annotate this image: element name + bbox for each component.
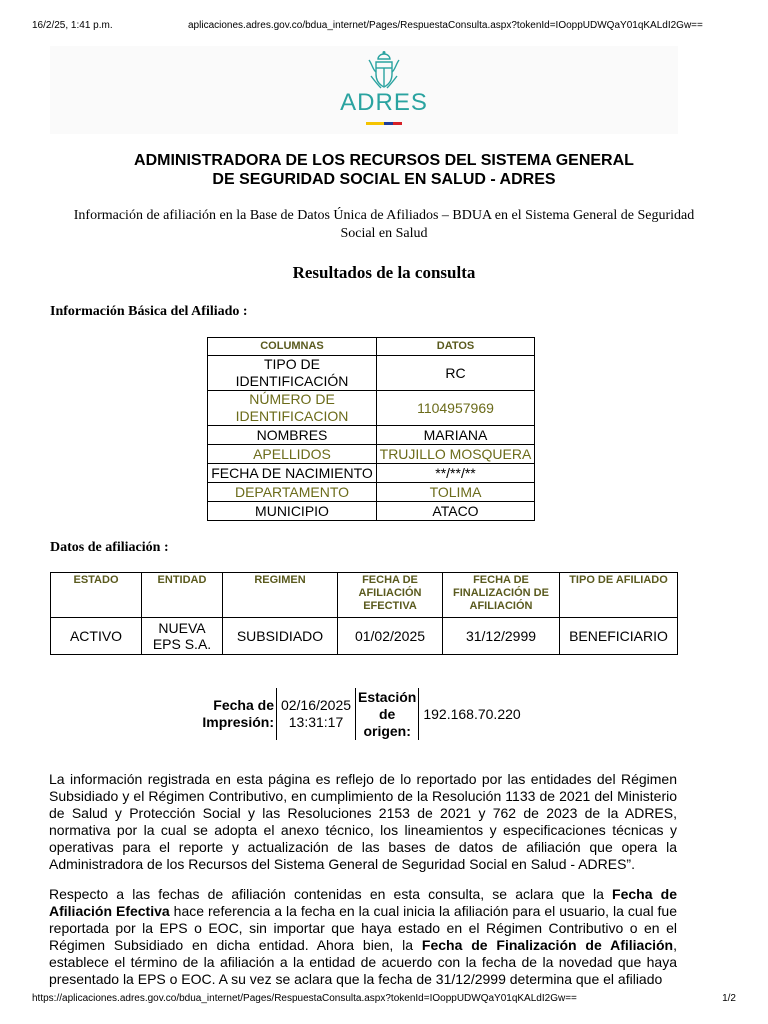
header-fecha-afiliacion: FECHA DE AFILIACIÓN EFECTIVA (338, 573, 443, 618)
header-entidad: ENTIDAD (142, 573, 223, 618)
flag-blue (384, 122, 393, 125)
table-row (208, 391, 535, 426)
row-value: **/**/** (377, 464, 535, 483)
page-number: 1/2 (722, 993, 736, 1004)
cell-estado: ACTIVO (51, 618, 142, 655)
table-row (208, 502, 535, 521)
row-label: TIPO DE IDENTIFICACIÓN (208, 356, 377, 391)
table-row (208, 356, 535, 391)
print-url: aplicaciones.adres.gov.co/bdua_internet/Pages/RespuestaConsulta.aspx?tokenId=IOoppUDWQaY01qKALdI2Gw== (188, 20, 703, 31)
row-value: MARIANA (377, 426, 535, 445)
header-estado: ESTADO (51, 573, 142, 618)
brand-name: ADRES (340, 89, 428, 116)
cell-fecha-afiliacion: 01/02/2025 (338, 618, 443, 655)
row-label: NÚMERO DE IDENTIFICACION (208, 391, 377, 426)
organization-title (0, 151, 768, 189)
table-row (208, 445, 535, 464)
row-label: APELLIDOS (208, 445, 377, 464)
table-header-row (51, 573, 678, 618)
row-value: TRUJILLO MOSQUERA (377, 445, 535, 464)
table-row (51, 618, 678, 655)
table-header-row (208, 338, 535, 356)
station-label: Estación de origen: (356, 688, 419, 740)
print-info-table (200, 688, 523, 740)
header-fecha-finalizacion: FECHA DE FINALIZACIÓN DE AFILIACIÓN (443, 573, 560, 618)
header-columnas: COLUMNAS (208, 338, 377, 356)
cell-fecha-finalizacion: 31/12/2999 (443, 618, 560, 655)
row-label: MUNICIPIO (208, 502, 377, 521)
print-date-label: Fecha de Impresión: (200, 688, 277, 740)
page-subtitle: Información de afiliación en la Base de Datos Única de Afiliados – BDUA en el Sistema General de Seguridad Social en Salud (73, 208, 695, 241)
footer-url: https://aplicaciones.adres.gov.co/bdua_internet/Pages/RespuestaConsulta.aspx?tokenId=IOoppUDWQaY01qKALdI2Gw== (32, 993, 577, 1004)
cell-tipo-afiliado: BENEFICIARIO (560, 618, 678, 655)
table-row (208, 464, 535, 483)
org-title-line-1: ADMINISTRADORA DE LOS RECURSOS DEL SISTEMA GENERAL (134, 152, 634, 169)
paragraph-text: hace referencia a la fecha en la cual inicia la afiliación para el usuario, la cual fue reportada por la EPS o EOC, sin importar que haya estado en el Régimen Contributivo o en el Régimen Subsidiado en dicha entidad. Ahora bien, la (49, 903, 678, 953)
legal-paragraph-2 (49, 886, 677, 988)
row-label: FECHA DE NACIMIENTO (208, 464, 377, 483)
print-datetime: 16/2/25, 1:41 p.m. (32, 20, 113, 31)
adres-logo (0, 50, 768, 125)
header-datos: DATOS (377, 338, 535, 356)
row-label: DEPARTAMENTO (208, 483, 377, 502)
cell-entidad: NUEVA EPS S.A. (142, 618, 223, 655)
row-value: RC (377, 356, 535, 391)
station-value: 192.168.70.220 (423, 705, 521, 722)
colombia-flag-stripe (366, 122, 402, 125)
affiliation-table (50, 572, 678, 655)
flag-yellow (366, 122, 384, 125)
org-title-line-2: DE SEGURIDAD SOCIAL EN SALUD - ADRES (212, 171, 556, 188)
row-value: 1104957969 (377, 391, 535, 426)
flag-red (393, 122, 402, 125)
print-date-value: 02/16/2025 13:31:17 (277, 688, 356, 740)
table-row (208, 483, 535, 502)
table-row (208, 426, 535, 445)
header-regimen: REGIMEN (223, 573, 338, 618)
basic-info-heading: Información Básica del Afiliado : (50, 304, 248, 319)
row-label: NOMBRES (208, 426, 377, 445)
paragraph-text: , establece el término de la afiliación a la entidad de acuerdo con la fecha de la novedad que haya presentado la EPS o EOC. A su vez se aclara que la fecha de 31/12/2999 determina que el afiliado (49, 937, 677, 987)
coat-of-arms-icon (365, 50, 403, 92)
paragraph-bold: Fecha de Afiliación Efectiva (49, 886, 677, 919)
basic-info-table (207, 337, 535, 521)
cell-regimen: SUBSIDIADO (223, 618, 338, 655)
results-title: Resultados de la consulta (292, 263, 476, 282)
paragraph-bold: Fecha de Finalización de Afiliación (421, 937, 674, 953)
row-value: TOLIMA (377, 483, 535, 502)
legal-paragraph-1: La información registrada en esta página es reflejo de lo reportado por las entidades del Régimen Subsidiado y el Régimen Contributivo, en cumplimiento de la Resolución 1133 de 2021 del Ministerio de Salud y Protección Social y las Resoluciones 2153 de 2021 y 762 de 2023 de la ADRES, normativa por la cual se adopta el anexo técnico, los lineamientos y especificaciones técnicas y operativas para el reporte y actualización de las bases de datos de afiliación que opera la Administradora de los Recursos del Sistema General de Seguridad Social en Salud - ADRES”. (49, 771, 677, 872)
row-value: ATACO (377, 502, 535, 521)
affiliation-heading: Datos de afiliación : (50, 540, 169, 555)
header-tipo-afiliado: TIPO DE AFILIADO (560, 573, 678, 618)
paragraph-text: Respecto a las fechas de afiliación contenidas en esta consulta, se aclara que la (49, 886, 613, 902)
